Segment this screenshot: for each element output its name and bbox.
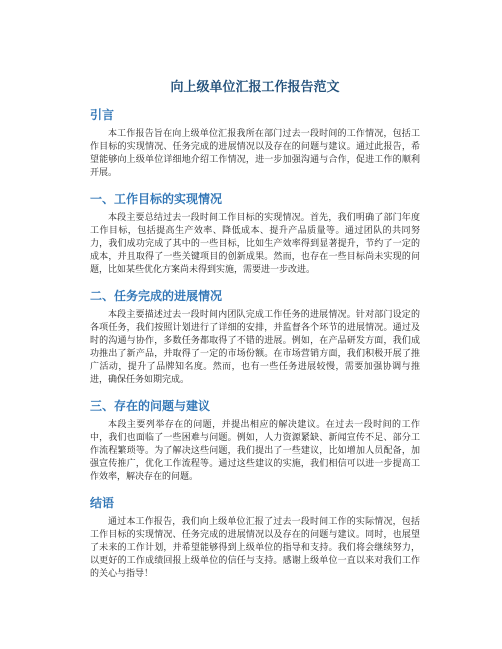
section-heading-goals: 一、工作目标的实现情况: [90, 192, 223, 206]
section-goals: [90, 190, 420, 277]
section-progress: [90, 287, 420, 387]
section-body-intro: 本工作报告旨在向上级单位汇报我所在部门过去一段时间的工作情况，包括工作目标的实现情况、任务完成的进展情况以及存在的问题与建议。通过此报告，希望能够向上级单位详细地介绍工作情况，进一步加强沟通与合作，促进工作的顺利开展。: [90, 129, 420, 178]
section-conclusion: [90, 494, 420, 581]
section-body-progress: 本段主要描述过去一段时间内团队完成工作任务的进展情况。针对部门设定的各项任务，我们按照计划进行了详细的安排，并监督各个环节的进展情况。通过及时的沟通与协作，多数任务都取得了不错的进展。例如，在产品研发方面，我们成功推出了新产品，并取得了一定的市场份额。在市场营销方面，我们积极开展了推广活动，提升了品牌知名度。然而，也有一些任务进展较慢，需要加强协调与推进，确保任务如期完成。: [90, 310, 420, 385]
section-body-goals: 本段主要总结过去一段时间工作目标的实现情况。首先，我们明确了部门年度工作目标，包括提高生产效率、降低成本、提升产品质量等。通过团队的共同努力，我们成功完成了其中的一些目标，比如生产效率得到显著提升，节约了一定的成本，并且取得了一些关键项目的创新成果。然而，也存在一些目标尚未实现的问题，比如某些优化方案尚未得到实施，需要进一步改进。: [90, 213, 420, 275]
section-intro: [90, 106, 420, 180]
section-heading-progress: 二、任务完成的进展情况: [90, 289, 223, 303]
section-issues: [90, 397, 420, 484]
section-body-conclusion: 通过本工作报告，我们向上级单位汇报了过去一段时间工作的实际情况，包括工作目标的实现情况、任务完成的进展情况以及存在的问题与建议。同时，也展望了未来的工作计划，并希望能够得到上级单位的指导和支持。我们将会继续努力，以更好的工作成绩回报上级单位的信任与支持。感谢上级单位一直以来对我们工作的关心与指导！: [90, 517, 420, 579]
section-heading-issues: 三、存在的问题与建议: [90, 399, 211, 413]
section-heading-conclusion: 结语: [90, 496, 115, 510]
document-title: 向上级单位汇报工作报告范文: [170, 80, 340, 95]
section-body-issues: 本段主要列举存在的问题，并提出相应的解决建议。在过去一段时间的工作中，我们也面临了一些困难与问题。例如，人力资源紧缺、新闻宣传不足、部分工作流程繁琐等。为了解决这些问题，我们提出了一些建议，比如增加人员配备，加强宣传推广，优化工作流程等。通过这些建议的实施，我们相信可以进一步提高工作效率，解决存在的问题。: [90, 420, 420, 482]
document-content: [90, 78, 420, 591]
section-heading-intro: 引言: [90, 108, 115, 122]
